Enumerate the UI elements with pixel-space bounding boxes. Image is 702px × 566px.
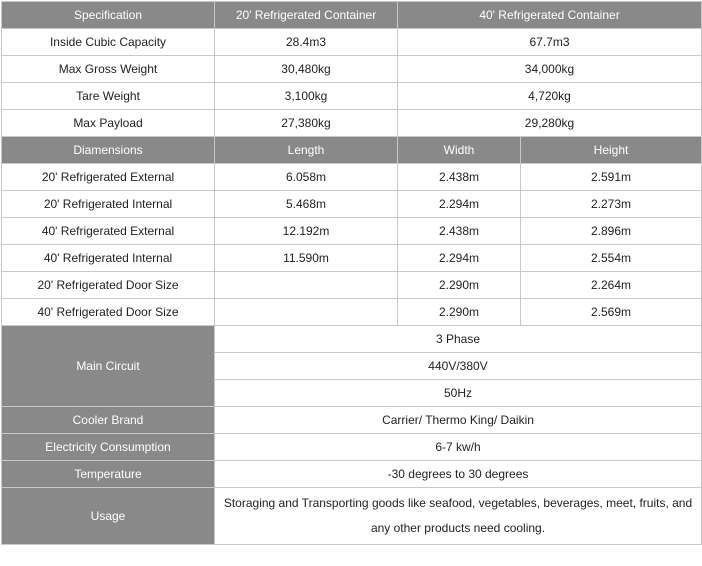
cooler-brand-label: Cooler Brand bbox=[2, 407, 215, 434]
spec-row-40ft-value: 34,000kg bbox=[398, 56, 702, 83]
spec-row bbox=[2, 29, 702, 56]
dimensions-row-width: 2.438m bbox=[398, 218, 521, 245]
spec-row bbox=[2, 56, 702, 83]
dimensions-row bbox=[2, 272, 702, 299]
spec-row-40ft-value: 67.7m3 bbox=[398, 29, 702, 56]
dimensions-row-length bbox=[215, 299, 398, 326]
main-circuit-voltage: 440V/380V bbox=[215, 353, 702, 380]
spec-row-label: Inside Cubic Capacity bbox=[2, 29, 215, 56]
dimensions-row-height: 2.896m bbox=[521, 218, 702, 245]
dimensions-row-label: 40' Refrigerated Internal bbox=[2, 245, 215, 272]
dimensions-row-height: 2.554m bbox=[521, 245, 702, 272]
electricity-label: Electricity Consumption bbox=[2, 434, 215, 461]
spec-row-20ft-value: 3,100kg bbox=[215, 83, 398, 110]
dimensions-row-label: 20' Refrigerated External bbox=[2, 164, 215, 191]
dimensions-row-height: 2.273m bbox=[521, 191, 702, 218]
spec-row-20ft-value: 27,380kg bbox=[215, 110, 398, 137]
main-circuit-row bbox=[2, 326, 702, 353]
dimensions-row-label: 40' Refrigerated Door Size bbox=[2, 299, 215, 326]
electricity-value: 6-7 kw/h bbox=[215, 434, 702, 461]
dimensions-row-length: 12.192m bbox=[215, 218, 398, 245]
dimensions-row-height: 2.591m bbox=[521, 164, 702, 191]
dimensions-row-label: 20' Refrigerated Internal bbox=[2, 191, 215, 218]
dimensions-row bbox=[2, 164, 702, 191]
usage-value: Storaging and Transporting goods like seafood, vegetables, beverages, meet, fruits, and any other products need cooling. bbox=[215, 488, 702, 545]
main-circuit-label: Main Circuit bbox=[2, 326, 215, 407]
usage-label: Usage bbox=[2, 488, 215, 545]
refrigerated-container-spec-table bbox=[1, 1, 702, 545]
dimensions-header-length: Length bbox=[215, 137, 398, 164]
temperature-row bbox=[2, 461, 702, 488]
dimensions-row-height: 2.569m bbox=[521, 299, 702, 326]
dimensions-header-row bbox=[2, 137, 702, 164]
main-circuit-phase: 3 Phase bbox=[215, 326, 702, 353]
dimensions-row-length: 11.590m bbox=[215, 245, 398, 272]
dimensions-row bbox=[2, 218, 702, 245]
dimensions-row bbox=[2, 191, 702, 218]
cooler-brand-row bbox=[2, 407, 702, 434]
dimensions-row-height: 2.264m bbox=[521, 272, 702, 299]
dimensions-row-length: 6.058m bbox=[215, 164, 398, 191]
dimensions-header-width: Width bbox=[398, 137, 521, 164]
dimensions-row bbox=[2, 299, 702, 326]
temperature-value: -30 degrees to 30 degrees bbox=[215, 461, 702, 488]
main-circuit-frequency: 50Hz bbox=[215, 380, 702, 407]
dimensions-row-label: 40' Refrigerated External bbox=[2, 218, 215, 245]
spec-row-label: Max Payload bbox=[2, 110, 215, 137]
dimensions-row-width: 2.290m bbox=[398, 299, 521, 326]
dimensions-row-width: 2.438m bbox=[398, 164, 521, 191]
cooler-brand-value: Carrier/ Thermo King/ Daikin bbox=[215, 407, 702, 434]
dimensions-header-label: Diamensions bbox=[2, 137, 215, 164]
dimensions-row bbox=[2, 245, 702, 272]
spec-header-label: Specification bbox=[2, 2, 215, 29]
dimensions-row-length: 5.468m bbox=[215, 191, 398, 218]
spec-header-20ft: 20' Refrigerated Container bbox=[215, 2, 398, 29]
spec-header-row bbox=[2, 2, 702, 29]
dimensions-row-width: 2.290m bbox=[398, 272, 521, 299]
temperature-label: Temperature bbox=[2, 461, 215, 488]
spec-row-40ft-value: 4,720kg bbox=[398, 83, 702, 110]
spec-row bbox=[2, 83, 702, 110]
spec-row-label: Tare Weight bbox=[2, 83, 215, 110]
usage-row bbox=[2, 488, 702, 545]
dimensions-row-label: 20' Refrigerated Door Size bbox=[2, 272, 215, 299]
dimensions-row-width: 2.294m bbox=[398, 191, 521, 218]
spec-row-20ft-value: 30,480kg bbox=[215, 56, 398, 83]
electricity-row bbox=[2, 434, 702, 461]
dimensions-header-height: Height bbox=[521, 137, 702, 164]
dimensions-row-width: 2.294m bbox=[398, 245, 521, 272]
spec-row bbox=[2, 110, 702, 137]
spec-row-label: Max Gross Weight bbox=[2, 56, 215, 83]
spec-row-40ft-value: 29,280kg bbox=[398, 110, 702, 137]
spec-header-40ft: 40' Refrigerated Container bbox=[398, 2, 702, 29]
dimensions-row-length bbox=[215, 272, 398, 299]
spec-row-20ft-value: 28.4m3 bbox=[215, 29, 398, 56]
